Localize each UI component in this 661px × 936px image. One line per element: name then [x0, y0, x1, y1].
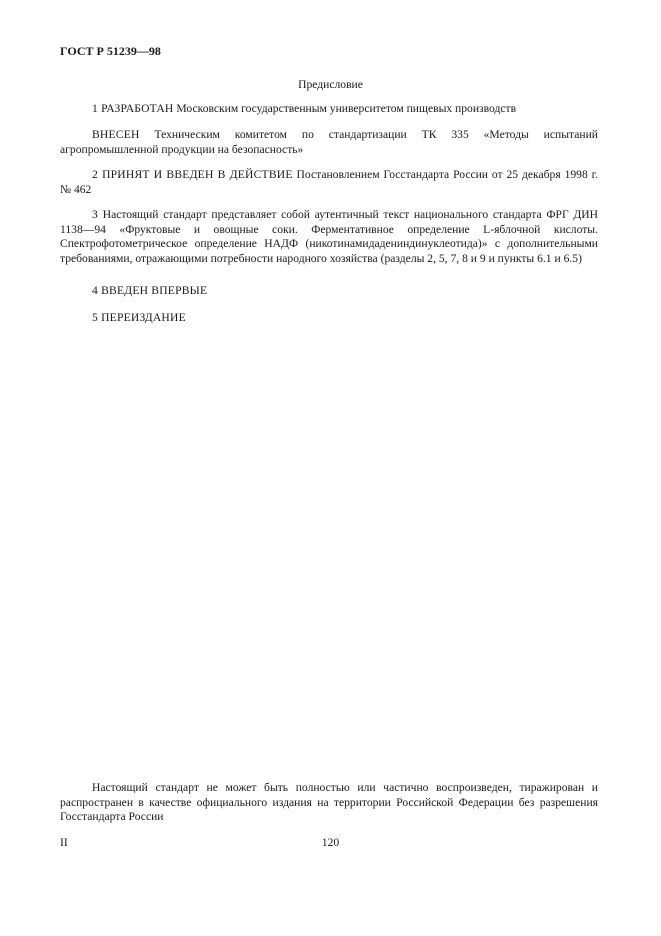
document-code: ГОСТ Р 51239—98: [60, 44, 161, 58]
item-lead: 4 ВВЕДЕН ВПЕРВЫЕ: [92, 284, 208, 297]
item-developed: [60, 102, 598, 117]
item-introduced-first: [60, 284, 598, 299]
item-lead: 5 ПЕРЕИЗДАНИЕ: [92, 311, 186, 324]
item-text: Московским государственным университетом пищевых производств: [173, 102, 517, 115]
item-text: Постановлением Госстандарта России от 25 декабря 1998 г. № 462: [60, 168, 598, 196]
item-lead: 1 РАЗРАБОТАН: [92, 102, 174, 115]
item-lead: 2 ПРИНЯТ И ВВЕДЕН В ДЕЙСТВИЕ: [92, 168, 293, 181]
item-adopted: [60, 168, 598, 197]
copyright-notice: Настоящий стандарт не может быть полностью или частично воспроизведен, тиражирован и распространен в качестве официального издания на территории Российской Федерации без разрешения Госстандарта России: [60, 781, 598, 823]
item-reissue: [60, 311, 598, 326]
item-text: Настоящий стандарт представляет собой аутентичный текст национального стандарта ФРГ ДИН 1138—94 «Фруктовые и овощные соки. Ферментативное определение L-яблочной кислоты. Спектрофотометрическое определение НАДФ (никотинамидадениндинуклеотида)» с дополнительными требованиями, отражающими потребности народного хозяйства (разделы 2, 5, 7, 8 и 9 и пункты 6.1 и 6.5): [60, 208, 598, 265]
item-lead: 3: [92, 208, 98, 221]
item-submitted: [60, 128, 598, 157]
item-text: Техническим комитетом по стандартизации ТК 335 «Методы испытаний агропромышленной продукции на безопасность»: [60, 128, 598, 156]
page-number: 120: [321, 836, 340, 849]
section-title: Предисловие: [298, 78, 363, 91]
roman-page-number: II: [60, 836, 68, 849]
item-lead: ВНЕСЕН: [92, 128, 140, 141]
item-standard-description: [60, 208, 598, 266]
